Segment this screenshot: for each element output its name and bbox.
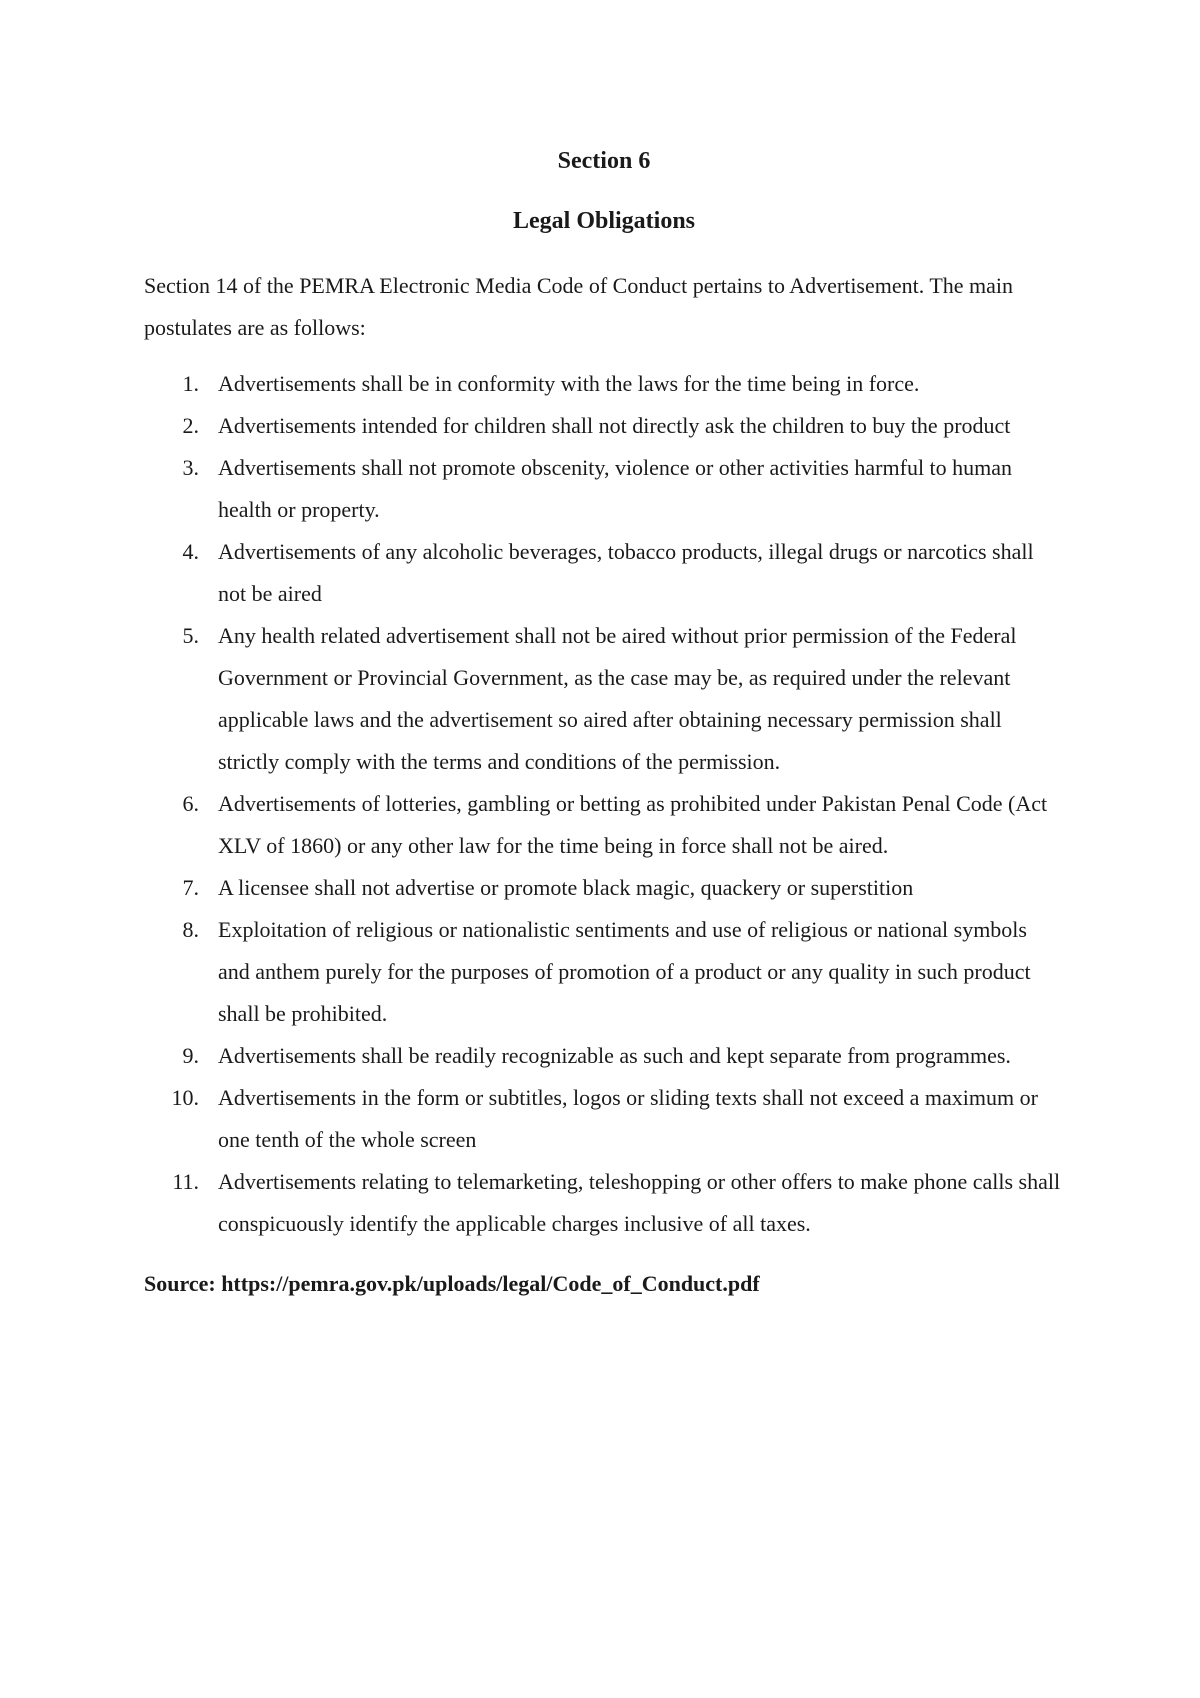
list-item-text: Advertisements of lotteries, gambling or betting as prohibited under Pakistan Penal Code (Act XLV of 1860) or any other law for the time being in force shall not be aired. — [218, 791, 1048, 858]
section-title: Section 6 — [557, 148, 651, 174]
list-item — [144, 615, 1064, 783]
list-item-text: Advertisements relating to telemarketing, teleshopping or other offers to make phone calls shall conspicuously identify the applicable charges inclusive of all taxes. — [218, 1169, 1061, 1236]
list-item-number: 9. — [182, 1043, 199, 1068]
list-item-number: 6. — [182, 791, 199, 816]
list-item-text: Advertisements shall be in conformity with the laws for the time being in force. — [218, 371, 920, 396]
list-item — [144, 447, 1064, 531]
list-item-number: 10. — [171, 1085, 199, 1110]
list-item-text: Advertisements intended for children shall not directly ask the children to buy the product — [218, 413, 1011, 438]
list-item — [144, 867, 1064, 909]
list-item-text: Advertisements of any alcoholic beverages, tobacco products, illegal drugs or narcotics shall not be aired — [218, 539, 1034, 606]
list-item — [144, 1035, 1064, 1077]
list-item-text: Advertisements shall be readily recognizable as such and kept separate from programmes. — [218, 1043, 1011, 1068]
list-item — [144, 531, 1064, 615]
list-item-number: 5. — [182, 623, 199, 648]
list-item-text: Any health related advertisement shall not be aired without prior permission of the Federal Government or Provincial Government, as the case may be, as required under the relevant applicable laws and the advertisement so aired after obtaining necessary permission shall strictly comply with the terms and conditions of the permission. — [218, 623, 1017, 774]
source-citation: Source: https://pemra.gov.pk/uploads/legal/Code_of_Conduct.pdf — [144, 1271, 760, 1296]
list-item-number: 2. — [182, 413, 199, 438]
list-item-number: 1. — [182, 371, 199, 396]
list-item-number: 4. — [182, 539, 199, 564]
page-content — [144, 130, 1064, 1305]
page-subtitle: Legal Obligations — [512, 208, 696, 234]
list-item-number: 3. — [182, 455, 199, 480]
list-item-text: Advertisements in the form or subtitles, logos or sliding texts shall not exceed a maximum or one tenth of the whole screen — [218, 1085, 1038, 1152]
list-item — [144, 1161, 1064, 1245]
list-item — [144, 363, 1064, 405]
list-item — [144, 1077, 1064, 1161]
list-item-number: 8. — [182, 917, 199, 942]
obligations-list — [144, 363, 1064, 1245]
intro-paragraph: Section 14 of the PEMRA Electronic Media Code of Conduct pertains to Advertisement. The main postulates are as follows: — [144, 273, 1014, 340]
list-item-number: 11. — [172, 1169, 199, 1194]
list-item — [144, 405, 1064, 447]
list-item-text: Exploitation of religious or nationalistic sentiments and use of religious or national symbols and anthem purely for the purposes of promotion of a product or any quality in such product shall be prohibited. — [218, 917, 1031, 1026]
list-item — [144, 909, 1064, 1035]
list-item-text: A licensee shall not advertise or promote black magic, quackery or superstition — [218, 875, 914, 900]
list-item — [144, 783, 1064, 867]
list-item-number: 7. — [182, 875, 199, 900]
list-item-text: Advertisements shall not promote obscenity, violence or other activities harmful to human health or property. — [218, 455, 1013, 522]
